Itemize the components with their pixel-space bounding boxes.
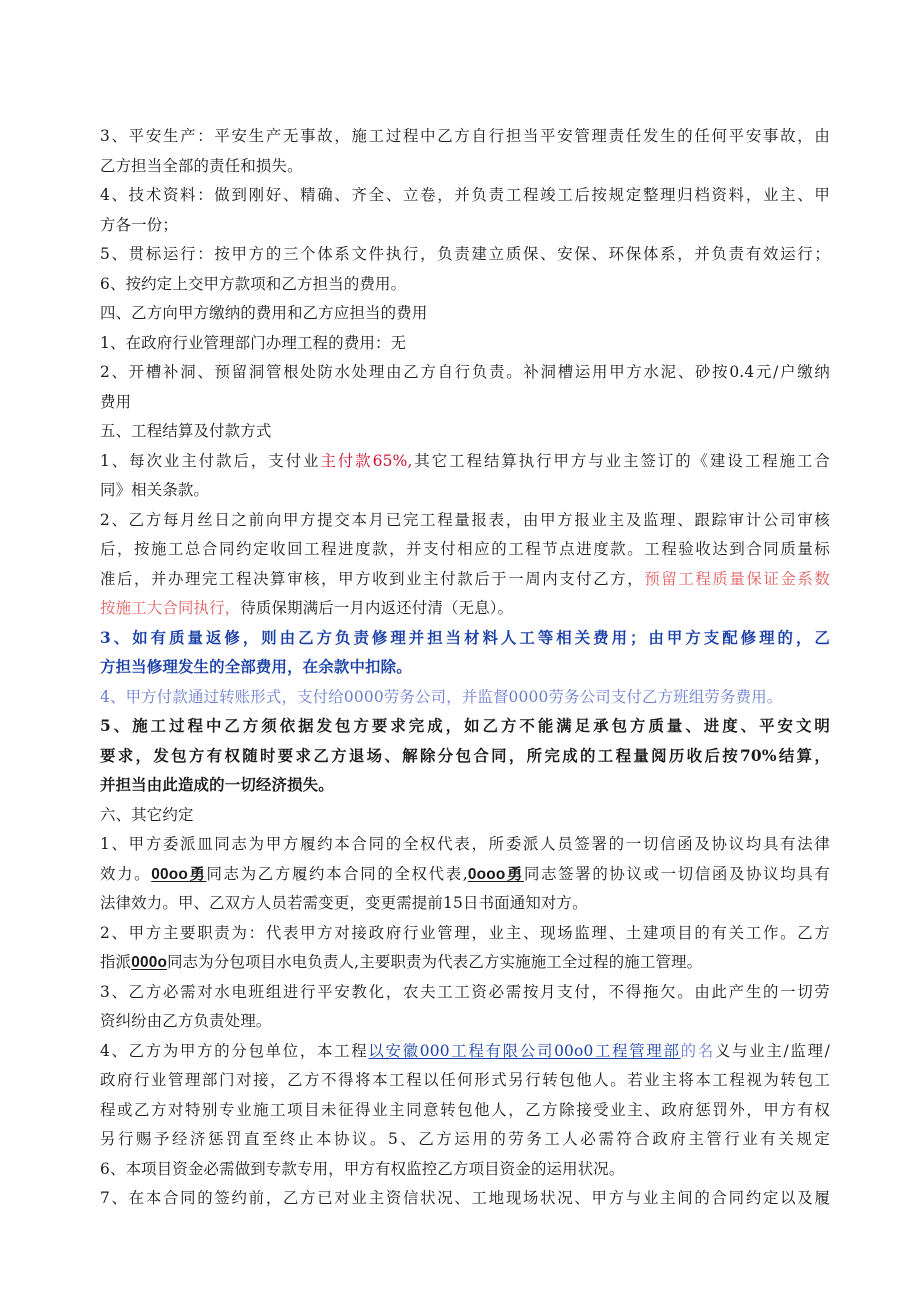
para-monthly-report-line-3 (100, 565, 830, 595)
company-name-link: 以安徽000工程有限公司00o0工程管理部 (368, 1041, 681, 1060)
para-subcontract-line-1 (100, 1037, 830, 1067)
para-gov-fees: 1、在政府行业管理部门办理工程的费用：无 (100, 333, 407, 352)
subcontract-text-c: 的名 (680, 1041, 715, 1060)
para-requirements-line-2: 要求，发包方有权随时要求乙方退场、解除分包合同，所完成的工程量阅历收后按70%结算， (100, 746, 830, 765)
monthly-text-a: 准后，并办理完工程决算审核，甲方收到业主付款后于一周内支付乙方， (100, 569, 645, 588)
para-funds: 6、本项目资金必需做到专款专用，甲方有权监控乙方项目资金的运用状况。 (100, 1159, 625, 1178)
para-repair-line-2: 方担当修理发生的全部费用，在余款中扣除。 (100, 658, 412, 676)
duties-text-c: 同志为分包项目水电负责人,主要职责为代表乙方实施施工全过程的施工管理。 (167, 953, 703, 971)
rep-name-underline-2: 0ooo勇 (467, 865, 525, 883)
duties-text-a: 指派 (100, 953, 132, 971)
para-safety-line-1: 3、平安生产：平安生产无事故，施工过程中乙方自行担当平安管理责任发生的任何平安事故，由 (100, 127, 830, 145)
para-representative-line-2 (100, 860, 830, 890)
section-heading-5: 五、工程结算及付款方式 (100, 422, 272, 440)
rep-text-c: 同志为乙方履约本合同的全权代表, (206, 864, 468, 883)
retention-highlight-a: 预留工程质量保证金系数 (644, 569, 830, 588)
para-safety-line-2: 乙方担当全部的责任和损失。 (100, 156, 303, 175)
para-subcontract-line-4: 另行赐予经济惩罚直至终止本协议。5、乙方运用的劳务工人必需符合政府主管行业有关规定 (100, 1130, 830, 1148)
para-repair-line-1: 3、如有质量返修，则由乙方负责修理并担当材料人工等相关费用；由甲方支配修理的，乙 (100, 628, 830, 647)
para-requirements-line-3: 并担当由此造成的一切经济损失。 (100, 776, 334, 794)
para-payment-line-1 (100, 447, 830, 477)
payment-ratio-highlight: 主付款65%, (320, 451, 413, 470)
para-tech-docs-line-2: 方各一份； (100, 215, 178, 234)
para-payment-handover: 6、按约定上交甲方款项和乙方担当的费用。 (100, 274, 407, 293)
subcontract-text-d: 义与业主/监理/ (714, 1041, 830, 1060)
para-monthly-report-line-4 (100, 594, 830, 624)
payment-text-a: 1、每次业主付款后，支付业 (100, 451, 321, 470)
duties-name-underline: 000o (131, 954, 168, 971)
rep-name-underline-1: 00oo勇 (151, 865, 207, 883)
para-waterproof-line-2: 费用 (100, 392, 132, 411)
section-heading-4: 四、乙方向甲方缴纳的费用和乙方应担当的费用 (100, 304, 428, 322)
para-tech-docs-line-1: 4、技术资料：做到刚好、精确、齐全、立卷，并负责工程竣工后按规定整理归档资料，业主、甲 (100, 186, 830, 204)
para-waterproof-line-1: 2、开槽补洞、预留洞管根处防水处理由乙方自行负责。补洞槽运用甲方水泥、砂按0.4元/户缴纳 (100, 363, 830, 381)
para-education-line-2: 资纠纷由乙方负责处理。 (100, 1012, 272, 1030)
monthly-text-b: 待质保期满后一月内返还付清（无息）。 (240, 599, 514, 617)
para-signing: 7、在本合同的签约前，乙方已对业主资信状况、工地现场状况、甲方与业主间的合同约定以及履 (100, 1189, 830, 1207)
para-duties-line-1: 2、甲方主要职责为：代表甲方对接政府行业管理，业主、现场监理、土建项目的有关工作。乙方 (100, 923, 830, 942)
para-education-line-1: 3、乙方必需对水电班组进行平安教化，农夫工工资必需按月支付，不得拖欠。由此产生的一切劳 (100, 982, 830, 1001)
para-duties-line-2 (100, 948, 830, 978)
rep-text-a: 效力。 (100, 864, 152, 883)
para-payment-line-2: 同》相关条款。 (100, 481, 210, 499)
retention-highlight-b: 按施工大合同执行， (100, 599, 241, 617)
para-subcontract-line-3: 程或乙方对特别专业施工项目未征得业主同意转包他人，乙方除接受业主、政府惩罚外，甲方有权 (100, 1100, 830, 1119)
para-representative-line-3: 法律效力。甲、乙双方人员若需变更，变更需提前15日书面通知对方。 (100, 894, 588, 912)
para-subcontract-line-2: 政府行业管理部门对接，乙方不得将本工程以任何形式另行转包他人。若业主将本工程视为转包工 (100, 1071, 830, 1089)
document-page (100, 122, 830, 1214)
para-standards: 5、贯标运行：按甲方的三个体系文件执行，负责建立质保、安保、环保体系，并负责有效运行； (100, 245, 830, 263)
subcontract-text-a: 4、乙方为甲方的分包单位，本工程 (100, 1041, 369, 1060)
para-transfer-payment: 4、甲方付款通过转账形式，支付给0000劳务公司，并监督0000劳务公司支付乙方班组劳务费用。 (100, 687, 783, 706)
section-heading-6: 六、其它约定 (100, 805, 194, 824)
rep-text-e: 同志签署的协议或一切信函及协议均具有 (524, 864, 830, 883)
para-representative-line-1: 1、甲方委派皿同志为甲方履约本合同的全权代表，所委派人员签署的一切信函及协议均具有法律 (100, 835, 830, 853)
payment-text-c: 其它工程结算执行甲方与业主签订的《建设工程施工合 (412, 451, 830, 470)
para-monthly-report-line-1: 2、乙方每月丝日之前向甲方提交本月已完工程量报表，由甲方报业主及监理、跟踪审计公司审核 (100, 510, 830, 529)
para-monthly-report-line-2: 后，按施工总合同约定收回工程进度款，并支付相应的工程节点进度款。工程验收达到合同质量标 (100, 540, 830, 558)
para-requirements-line-1: 5、施工过程中乙方须依据发包方要求完成，如乙方不能满足承包方质量、进度、平安文明 (100, 717, 830, 735)
